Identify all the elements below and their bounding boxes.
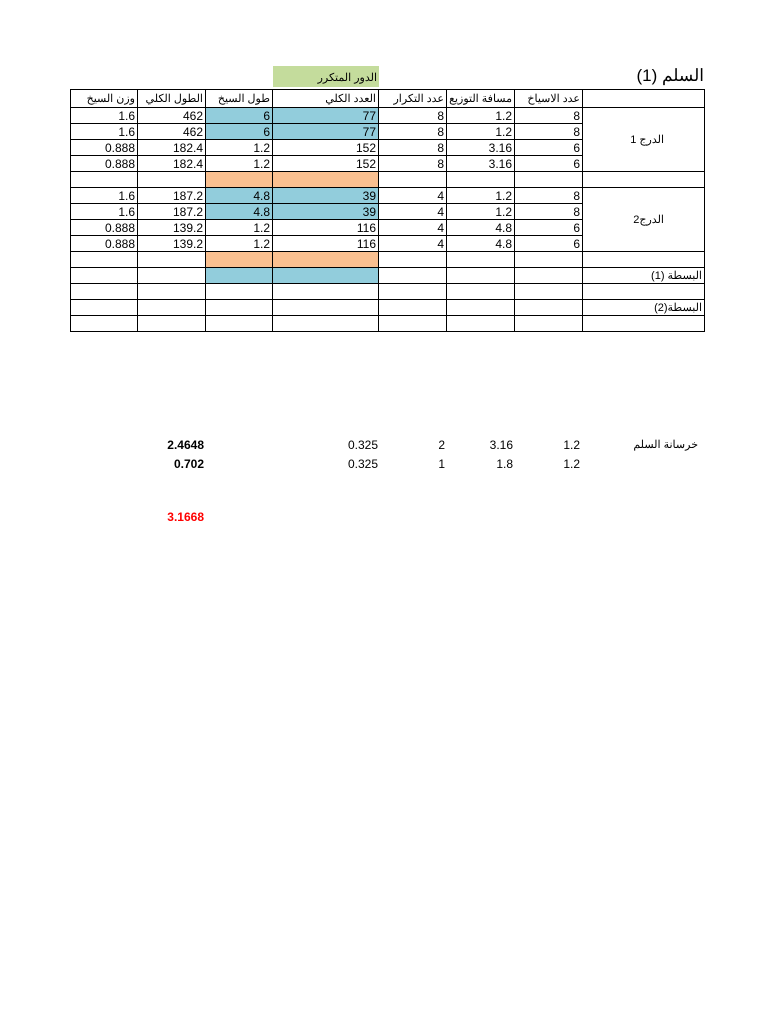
cell: 8 [515, 188, 583, 204]
cell [447, 252, 515, 268]
cell [206, 300, 273, 316]
cell [71, 284, 138, 300]
header-group [583, 90, 705, 108]
cell: 8 [515, 124, 583, 140]
cell [71, 300, 138, 316]
cell: 8 [379, 140, 447, 156]
cell: 3.16 [447, 156, 515, 172]
sheet-title: السلم (1) [636, 66, 704, 85]
cell: 6 [515, 140, 583, 156]
cell: 462 [138, 108, 206, 124]
cell: 1.2 [206, 220, 273, 236]
cell: 4.8 [447, 220, 515, 236]
cell [379, 300, 447, 316]
concrete-row2-c2: 1 [438, 457, 445, 471]
concrete-row1-result: 2.4648 [167, 438, 204, 452]
header-spacing: مسافة التوزيع [447, 90, 515, 108]
concrete-row1-c3: 3.16 [489, 438, 513, 452]
cell: 6 [515, 220, 583, 236]
cell: 1.2 [447, 204, 515, 220]
cell: 187.2 [138, 188, 206, 204]
rebar-table [70, 89, 705, 332]
cell: 4 [379, 204, 447, 220]
cell [206, 268, 273, 284]
cell: 4 [379, 188, 447, 204]
cell: 1.2 [447, 124, 515, 140]
cell: 1.6 [71, 124, 138, 140]
cell [583, 252, 705, 268]
cell [515, 300, 583, 316]
group-label-stair2: الدرج2 [583, 188, 705, 252]
cell [583, 172, 705, 188]
cell [447, 300, 515, 316]
table-row-empty [71, 284, 705, 300]
cell [138, 268, 206, 284]
cell: 8 [515, 204, 583, 220]
cell: 4 [379, 220, 447, 236]
concrete-row2-c3: 1.8 [496, 457, 513, 471]
group-label-landing1: البسطة (1) [583, 268, 705, 284]
cell [206, 316, 273, 332]
cell [273, 268, 379, 284]
cell [379, 172, 447, 188]
cell [447, 172, 515, 188]
cell: 77 [273, 108, 379, 124]
cell [71, 316, 138, 332]
header-bar-weight: وزن السيخ [71, 90, 138, 108]
cell [379, 252, 447, 268]
cell [138, 316, 206, 332]
table-row [71, 188, 705, 204]
header-total-length: الطول الكلي [138, 90, 206, 108]
concrete-row2-c4: 1.2 [563, 457, 580, 471]
cell [447, 284, 515, 300]
cell [583, 316, 705, 332]
group-label-landing2: البسطة(2) [583, 300, 705, 316]
header-total-count: العدد الكلي [273, 90, 379, 108]
cell: 182.4 [138, 156, 206, 172]
cell: 152 [273, 156, 379, 172]
table-row-landing2 [71, 300, 705, 316]
cell [71, 172, 138, 188]
cell: 1.6 [71, 108, 138, 124]
cell: 4 [379, 236, 447, 252]
cell: 6 [206, 108, 273, 124]
cell [447, 268, 515, 284]
table-row-landing1 [71, 268, 705, 284]
cell [273, 316, 379, 332]
cell: 182.4 [138, 140, 206, 156]
cell: 3.16 [447, 140, 515, 156]
cell: 0.888 [71, 236, 138, 252]
cell: 4.8 [206, 188, 273, 204]
cell [273, 284, 379, 300]
cell [515, 172, 583, 188]
cell [447, 316, 515, 332]
table-row [71, 108, 705, 124]
cell: 152 [273, 140, 379, 156]
header-bar-length: طول السيخ [206, 90, 273, 108]
cell: 8 [379, 156, 447, 172]
cell [273, 300, 379, 316]
concrete-row1-c4: 1.2 [563, 438, 580, 452]
table-row-empty [71, 252, 705, 268]
cell: 1.2 [206, 156, 273, 172]
concrete-label: خرسانة السلم [633, 439, 698, 451]
cell [515, 268, 583, 284]
cell: 0.888 [71, 156, 138, 172]
cell: 77 [273, 124, 379, 140]
cell: 139.2 [138, 220, 206, 236]
cell [379, 284, 447, 300]
concrete-row1-c2: 2 [438, 438, 445, 452]
concrete-total: 3.1668 [167, 510, 204, 524]
cell: 0.888 [71, 140, 138, 156]
cell: 1.6 [71, 188, 138, 204]
table-row-empty [71, 316, 705, 332]
cell: 1.2 [206, 140, 273, 156]
cell [273, 172, 379, 188]
cell: 6 [206, 124, 273, 140]
header-repeat-count: عدد التكرار [379, 90, 447, 108]
cell [206, 172, 273, 188]
cell [206, 284, 273, 300]
cell [138, 300, 206, 316]
cell: 116 [273, 236, 379, 252]
cell: 0.888 [71, 220, 138, 236]
cell [71, 268, 138, 284]
header-bar-count: عدد الاسياخ [515, 90, 583, 108]
cell: 462 [138, 124, 206, 140]
repeated-floor-label: الدور المتكرر [273, 66, 379, 87]
cell: 8 [515, 108, 583, 124]
cell [138, 252, 206, 268]
cell: 8 [379, 108, 447, 124]
cell [206, 252, 273, 268]
cell: 116 [273, 220, 379, 236]
cell [515, 252, 583, 268]
cell: 6 [515, 236, 583, 252]
cell: 139.2 [138, 236, 206, 252]
cell: 1.2 [206, 236, 273, 252]
cell: 1.2 [447, 188, 515, 204]
cell [138, 172, 206, 188]
cell: 4.8 [206, 204, 273, 220]
cell [379, 316, 447, 332]
cell [379, 268, 447, 284]
cell: 1.6 [71, 204, 138, 220]
cell: 39 [273, 204, 379, 220]
concrete-row1-c1: 0.325 [347, 438, 378, 452]
cell [71, 252, 138, 268]
cell [583, 284, 705, 300]
table-row-empty [71, 172, 705, 188]
cell: 8 [379, 124, 447, 140]
concrete-row2-result: 0.702 [173, 457, 204, 471]
cell [273, 252, 379, 268]
cell [138, 284, 206, 300]
cell: 1.2 [447, 108, 515, 124]
cell: 39 [273, 188, 379, 204]
cell: 6 [515, 156, 583, 172]
cell [515, 284, 583, 300]
cell: 187.2 [138, 204, 206, 220]
cell: 4.8 [447, 236, 515, 252]
concrete-row2-c1: 0.325 [347, 457, 378, 471]
cell [515, 316, 583, 332]
group-label-stair1: الدرج 1 [583, 108, 705, 172]
header-row [71, 90, 705, 108]
